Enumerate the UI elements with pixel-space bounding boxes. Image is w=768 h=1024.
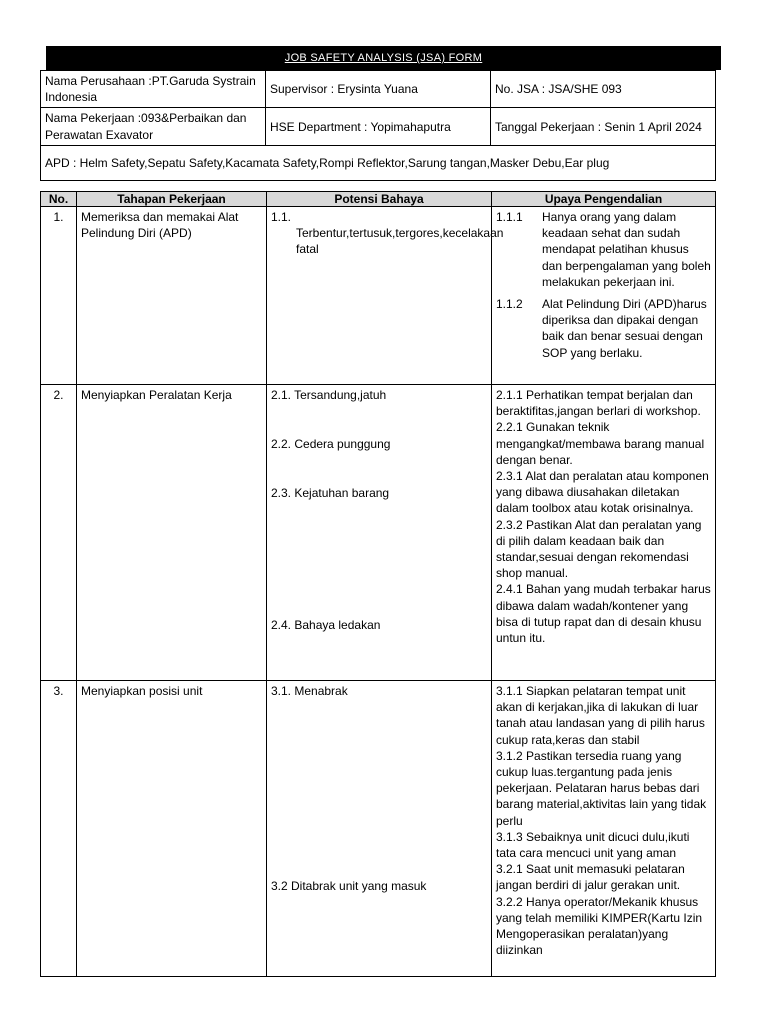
control-number: 1.1.1 <box>496 210 523 224</box>
control-item: 2.1.1 Perhatikan tempat berjalan dan beraktifitas,jangan berlari di workshop. <box>496 388 701 419</box>
table-row <box>41 207 716 385</box>
header-info-table <box>40 70 716 181</box>
row-controls <box>492 681 716 977</box>
supervisor: Supervisor : Erysinta Yuana <box>266 71 491 108</box>
hazard-item: 2.3. Kejatuhan barang <box>271 486 390 501</box>
control-item: 3.2.1 Saat unit memasuki pelataran jangan berdiri di jalur gerakan unit. <box>496 862 685 893</box>
hse-department: HSE Department : Yopimahaputra <box>266 108 491 145</box>
row-controls <box>492 385 716 681</box>
control-item: 3.1.1 Siapkan pelataran tempat unit akan di kerjakan,jika di lakukan di luar tanah atau landasan yang di pilih harus cukup rata,keras dan stabil <box>496 684 705 747</box>
control-item: 2.2.1 Gunakan teknik mengangkat/membawa barang manual dengan benar. <box>496 420 705 467</box>
row-controls <box>492 207 716 385</box>
hazard-item: 3.1. Menabrak <box>271 684 348 698</box>
row-step: Menyiapkan Peralatan Kerja <box>77 385 267 681</box>
jsa-steps-table <box>40 191 716 977</box>
row-number: 1. <box>41 207 77 385</box>
row-hazards <box>267 207 504 385</box>
control-item <box>496 209 711 290</box>
job-date: Tanggal Pekerjaan : Senin 1 April 2024 <box>491 108 716 145</box>
col-header-hazard: Potensi Bahaya <box>267 192 492 207</box>
control-text: Alat Pelindung Diri (APD)harus diperiksa dan dipakai dengan baik dan benar sesuai dengan SOP yang berlaku. <box>542 297 707 360</box>
hazard-item: 2.2. Cedera punggung <box>271 437 391 452</box>
control-item: 2.3.1 Alat dan peralatan atau komponen yang dibawa diusahakan diletakan dalam toolbox atau kotak orisinalnya. <box>496 469 709 516</box>
row-hazards <box>267 681 492 977</box>
col-header-control: Upaya Pengendalian <box>492 192 716 207</box>
row-number: 3. <box>41 681 77 977</box>
table-row <box>41 385 716 681</box>
row-step: Menyiapkan posisi unit <box>77 681 267 977</box>
control-item: 3.2.2 Hanya operator/Mekanik khusus yang telah memiliki KIMPER(Kartu Izin Mengoperasikan peralatan)yang diizinkan <box>496 894 703 958</box>
apd-list: APD : Helm Safety,Sepatu Safety,Kacamata Safety,Rompi Reflektor,Sarung tangan,Masker Debu,Ear plug <box>41 145 716 180</box>
row-step: Memeriksa dan memakai Alat Pelindung Diri (APD) <box>77 207 267 385</box>
col-header-step: Tahapan Pekerjaan <box>77 192 267 207</box>
control-item <box>496 296 711 361</box>
company-name: Nama Perusahaan :PT.Garuda Systrain Indonesia <box>41 71 266 108</box>
job-name: Nama Pekerjaan :093&Perbaikan dan Perawatan Exavator <box>41 108 266 145</box>
control-item: 3.1.2 Pastikan tersedia ruang yang cukup luas.tergantung pada jenis pekerjaan. Pelataran harus bebas dari barang material,aktivitas lain yang tidak perlu <box>496 748 707 828</box>
col-header-no: No. <box>41 192 77 207</box>
hazard-item: 1.1. Terbentur,tertusuk,tergores,kecelakaan fatal <box>271 210 504 257</box>
form-title: JOB SAFETY ANALYSIS (JSA) FORM <box>46 46 721 70</box>
hazard-item: 3.2 Ditabrak unit yang masuk <box>271 879 427 894</box>
table-header-row <box>41 192 716 207</box>
jsa-number: No. JSA : JSA/SHE 093 <box>491 71 716 108</box>
row-number: 2. <box>41 385 77 681</box>
row-hazards <box>267 385 492 681</box>
control-item: 3.1.3 Sebaiknya unit dicuci dulu,ikuti tata cara mencuci unit yang aman <box>496 829 690 861</box>
control-item: 2.3.2 Pastikan Alat dan peralatan yang di pilih dalam keadaan baik dan standar,sesuai dengan rekomendasi shop manual. <box>496 517 702 581</box>
control-item: 2.4.1 Bahan yang mudah terbakar harus dibawa dalam wadah/kontener yang bisa di tutup rapat dan di desain khusu untun itu. <box>496 582 711 646</box>
control-number: 1.1.2 <box>496 297 523 312</box>
hazard-item: 2.1. Tersandung,jatuh <box>271 388 387 402</box>
control-text: Hanya orang yang dalam keadaan sehat dan sudah mendapat pelatihan khusus dan berpengalaman yang boleh melakukan pekerjaan ini. <box>542 210 711 289</box>
table-row <box>41 681 716 977</box>
hazard-item: 2.4. Bahaya ledakan <box>271 617 381 632</box>
